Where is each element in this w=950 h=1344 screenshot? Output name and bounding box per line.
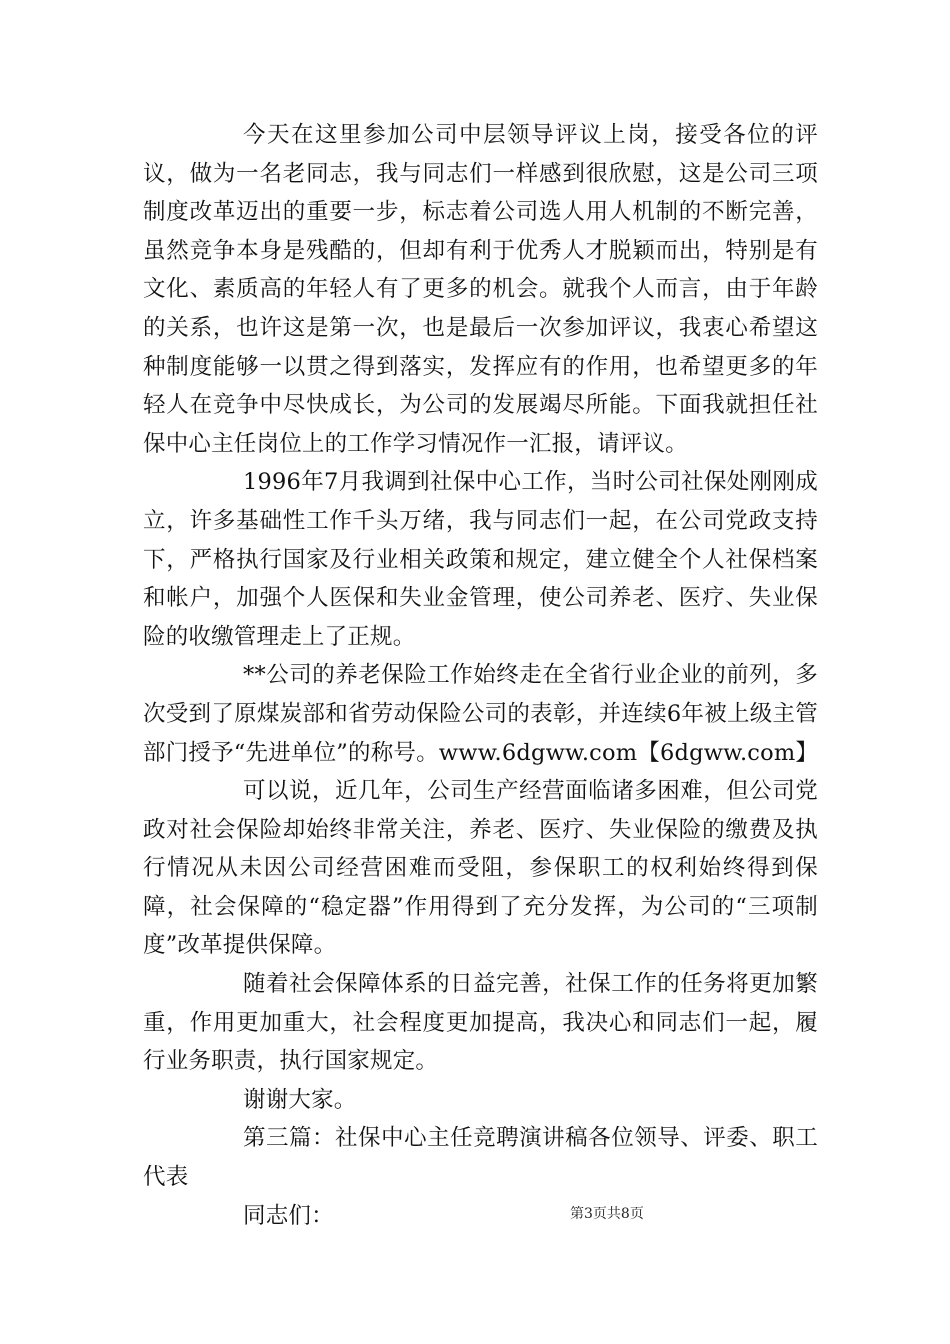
paragraph-opening: 今天在这里参加公司中层领导评议上岗，接受各位的评议，做为一名老同志，我与同志们一样感到很欣慰，这是公司三项制度改革迈出的重要一步，标志着公司选人用人机制的不断完善，虽然竞争本身是残酷的，但却有利于优秀人才脱颖而出，特别是有文化、素质高的年轻人有了更多的机会。就我个人而言，由于年龄的关系，也许这是第一次，也是最后一次参加评议，我衷心希望这种制度能够一以贯之得到落实，发挥应有的作用，也希望更多的年轻人在竞争中尽快成长，为公司的发展竭尽所能。下面我就担任社保中心主任岗位上的工作学习情况作一汇报，请评议。 [143,122,818,457]
document-body [143,116,818,1235]
paragraph-1996: 1996年7月我调到社保中心工作，当时公司社保处刚刚成立，许多基础性工作千头万绪，我与同志们一起，在公司党政支持下，严格执行国家及行业相关政策和规定，建立健全个人社保档案和帐户，加强个人医保和失业金管理，使公司养老、医疗、失业保险的收缴管理走上了正规。 [143,469,818,650]
page-number-footer: 第3页共8页 [570,1206,644,1222]
paragraph-thanks: 谢谢大家。 [243,1086,357,1113]
paragraph-resolution: 随着社会保障体系的日益完善，社保工作的任务将更加繁重，作用更加重大，社会程度更加提高，我决心和同志们一起，履行业务职责，执行国家规定。 [143,971,818,1075]
paragraph-section-title: 第三篇：社保中心主任竞聘演讲稿各位领导、评委、职工代表 [143,1125,818,1191]
paragraph-salutation: 同志们： [243,1202,334,1229]
paragraph-pension-achievements: **公司的养老保险工作始终走在全省行业企业的前列，多次受到了原煤炭部和省劳动保险公司的表彰，并连续6年被上级主管部门授予“先进单位”的称号。www.6dgww.com【6dgww.com】 [143,662,819,766]
paragraph-recent-years: 可以说，近几年，公司生产经营面临诸多困难，但公司党政对社会保险却始终非常关注，养老、医疗、失业保险的缴费及执行情况从未因公司经营困难而受阻，参保职工的权利始终得到保障，社会保障的“稳定器”作用得到了充分发挥，为公司的“三项制度”改革提供保障。 [143,778,818,959]
